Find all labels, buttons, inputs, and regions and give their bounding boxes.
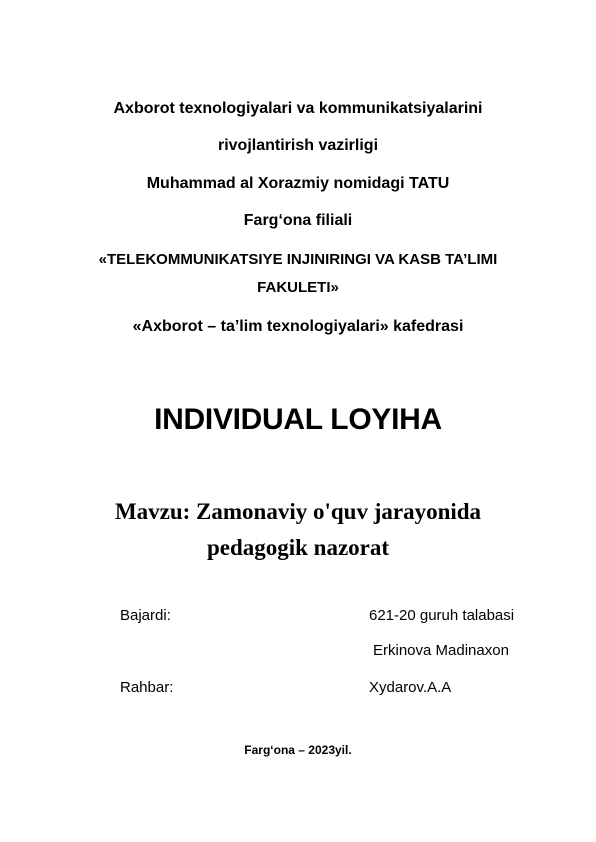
faculty-line-1: «TELEKOMMUNIKATSIYE INJINIRINGI VA KASB TA’LIMI — [98, 251, 498, 268]
document-title: INDIVIDUAL LOYIHA — [154, 403, 442, 436]
supervisor-label: Rahbar: — [120, 679, 174, 696]
faculty-line-2: FAKULETI» — [257, 279, 339, 296]
student-group: 621-20 guruh talabasi — [369, 607, 515, 624]
supervisor-name: Xydarov.A.A — [369, 679, 452, 696]
university-name: Muhammad al Xorazmiy nomidagi TATU — [146, 175, 450, 192]
topic-line-1: Mavzu: Zamonaviy o'quv jarayonida — [114, 499, 482, 524]
ministry-line-1: Axborot texnologiyalari va kommunikatsiyalarini — [113, 100, 483, 117]
branch-name: Farg‘ona filiali — [243, 212, 353, 229]
student-name: Erkinova Madinaxon — [373, 642, 509, 659]
department-name: «Axborot – ta’lim texnologiyalari» kafedrasi — [132, 318, 464, 335]
ministry-line-2: rivojlantirish vazirligi — [217, 137, 379, 154]
performed-label: Bajardi: — [120, 607, 171, 624]
topic-line-2: pedagogik nazorat — [206, 535, 390, 560]
footer-place-year: Farg‘ona – 2023yil. — [244, 743, 352, 757]
